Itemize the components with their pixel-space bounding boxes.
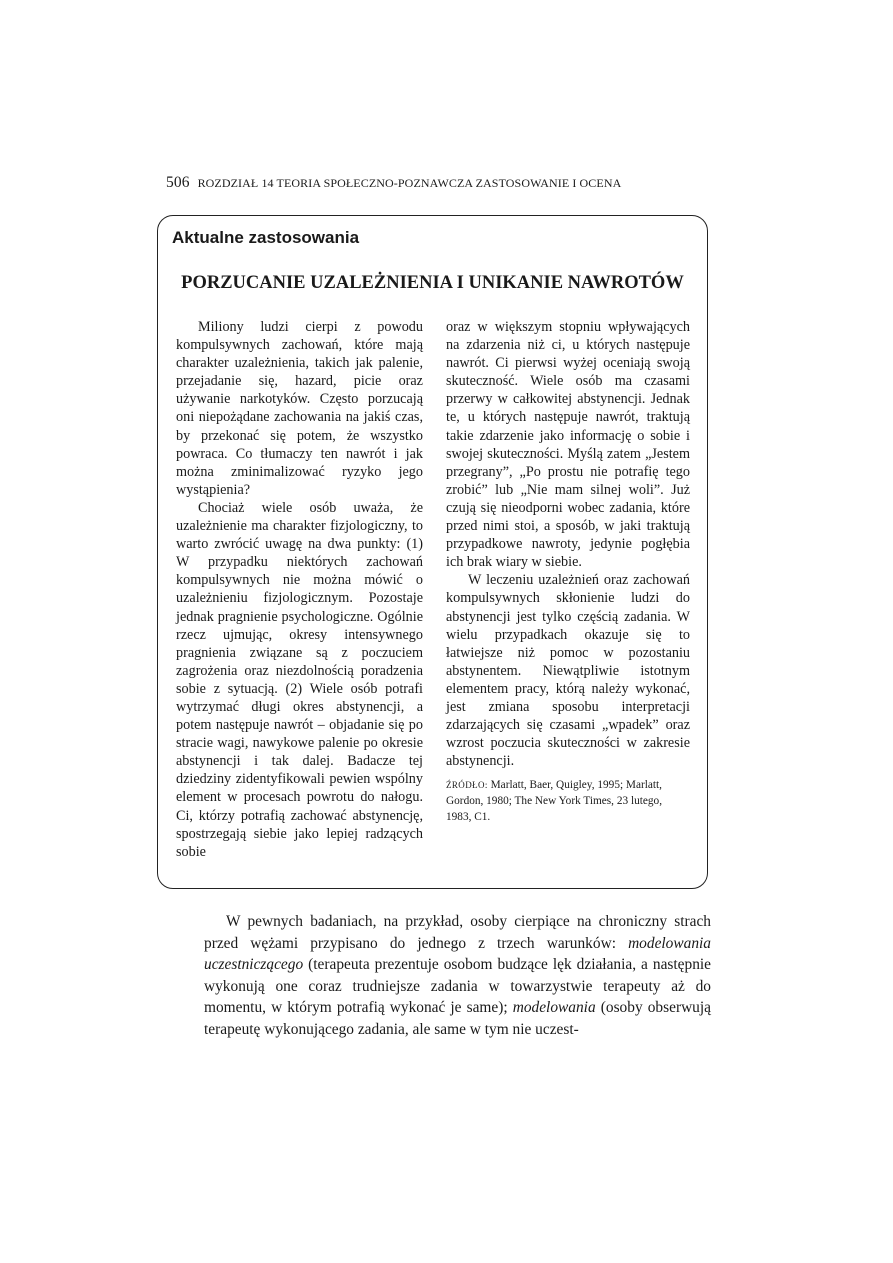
body-paragraph	[204, 911, 711, 1040]
source-citation	[446, 777, 690, 825]
source-text: Marlatt, Baer, Quigley, 1995; Marlatt, Gordon, 1980; The New York Times, 23 lutego, 1983, C1.	[446, 779, 663, 824]
running-title: ROZDZIAŁ 14 TEORIA SPOŁECZNO-POZNAWCZA ZASTOSOWANIE I OCENA	[197, 176, 622, 190]
italic-term: modelowania	[512, 999, 596, 1016]
box-title: PORZUCANIE UZALEŻNIENIA I UNIKANIE NAWROTÓW	[181, 273, 684, 293]
box-paragraph: W leczeniu uzależnień oraz zachowań kompulsywnych skłonienie ludzi do abstynencji jest tylko częścią zadania. W wielu przypadkach okazuje się to łatwiejsze niż pomoc w pozostaniu abstynentem. Niewątpliwie istotnym elementem pracy, którą należy wykonać, jest zmiana sposobu interpretacji zdarzających się czasami „wpadek” oraz wzrost poczucia skuteczności w zakresie abstynencji.	[446, 572, 690, 770]
box-paragraph: oraz w większym stopniu wpływających na zdarzenia niż ci, u których następuje nawrót. Ci pierwsi wyżej oceniają swoją skuteczność. Wiele osób ma czasami przerwy w całkowitej abstynencji. Jednak te, u których następuje nawrót, traktują takie zdarzenie jako informację o sobie i swojej skuteczności. Myślą zatem „Jestem przegrany”, „Po prostu nie potrafię tego zrobić” lub „Nie mam silnej woli”. Już czują się nieodporni wobec zadania, które przed nimi stoi, a sposób, w jaki traktują przypadkowe nawroty, jedynie pogłębia ich brak wiary w siebie.	[446, 319, 690, 571]
italic-term: modelowania uczestniczącego	[204, 934, 711, 973]
body-text-segment: W pewnych badaniach, na przykład, osoby cierpiące na chroniczny strach przed wężami przypisano do jednego z trzech warunków:	[204, 913, 711, 952]
body-text-segment: (terapeuta prezentuje osobom budzące lęk działania, a następnie wykonują one coraz trudniejsze zadania w towarzystwie terapeuty aż do momentu, w którym potrafią wykonać je same);	[204, 956, 711, 1016]
box-left-column	[176, 318, 423, 861]
body-text-segment: (osoby obserwują terapeutę wykonującego zadania, ale same w tym nie uczest-	[204, 999, 711, 1038]
box-paragraph: Chociaż wiele osób uważa, że uzależnienie ma charakter fizjologiczny, to warto zwrócić uwagę na dwa punkty: (1) W przypadku niektórych zachowań kompulsywnych nie można mówić o uzależnieniu fizjologicznym. Pozostaje jednak pragnienie psychologiczne. Ogólnie rzecz ujmując, okresy intensywnego pragnienia związane są z poczuciem zagrożenia oraz niezdolnością poradzenia sobie z sytuacją. (2) Wiele osób potrafi wytrzymać długi okres abstynencji, a potem następuje nawrót – objadanie się po stracie wagi, nawykowe palenie po okresie abstynencji i tak dalej. Badacze tej dziedziny zidentyfikowali pewien wspólny element w procesach powrotu do nałogu. Ci, którzy potrafią zachować abstynencję, spostrzegają siebie jako lepiej radzących sobie	[176, 499, 423, 860]
box-paragraph: Miliony ludzi cierpi z powodu kompulsywnych zachowań, które mają charakter uzależnienia, takich jak palenie, przejadanie się, hazard, picie oraz używanie narkotyków. Często porzucają oni niepożądane zachowania na jakiś czas, by przekonać się potem, że wszystko powraca. Co tłumaczy ten nawrót i jak można zminimalizować ryzyko jego wystąpienia?	[176, 319, 423, 498]
main-body-text	[204, 911, 711, 1040]
box-right-column	[446, 318, 690, 825]
page-number: 506	[166, 174, 190, 191]
box-label: Aktualne zastosowania	[172, 228, 360, 247]
source-label: ŹRÓDŁO:	[446, 780, 488, 791]
running-header	[166, 174, 726, 192]
